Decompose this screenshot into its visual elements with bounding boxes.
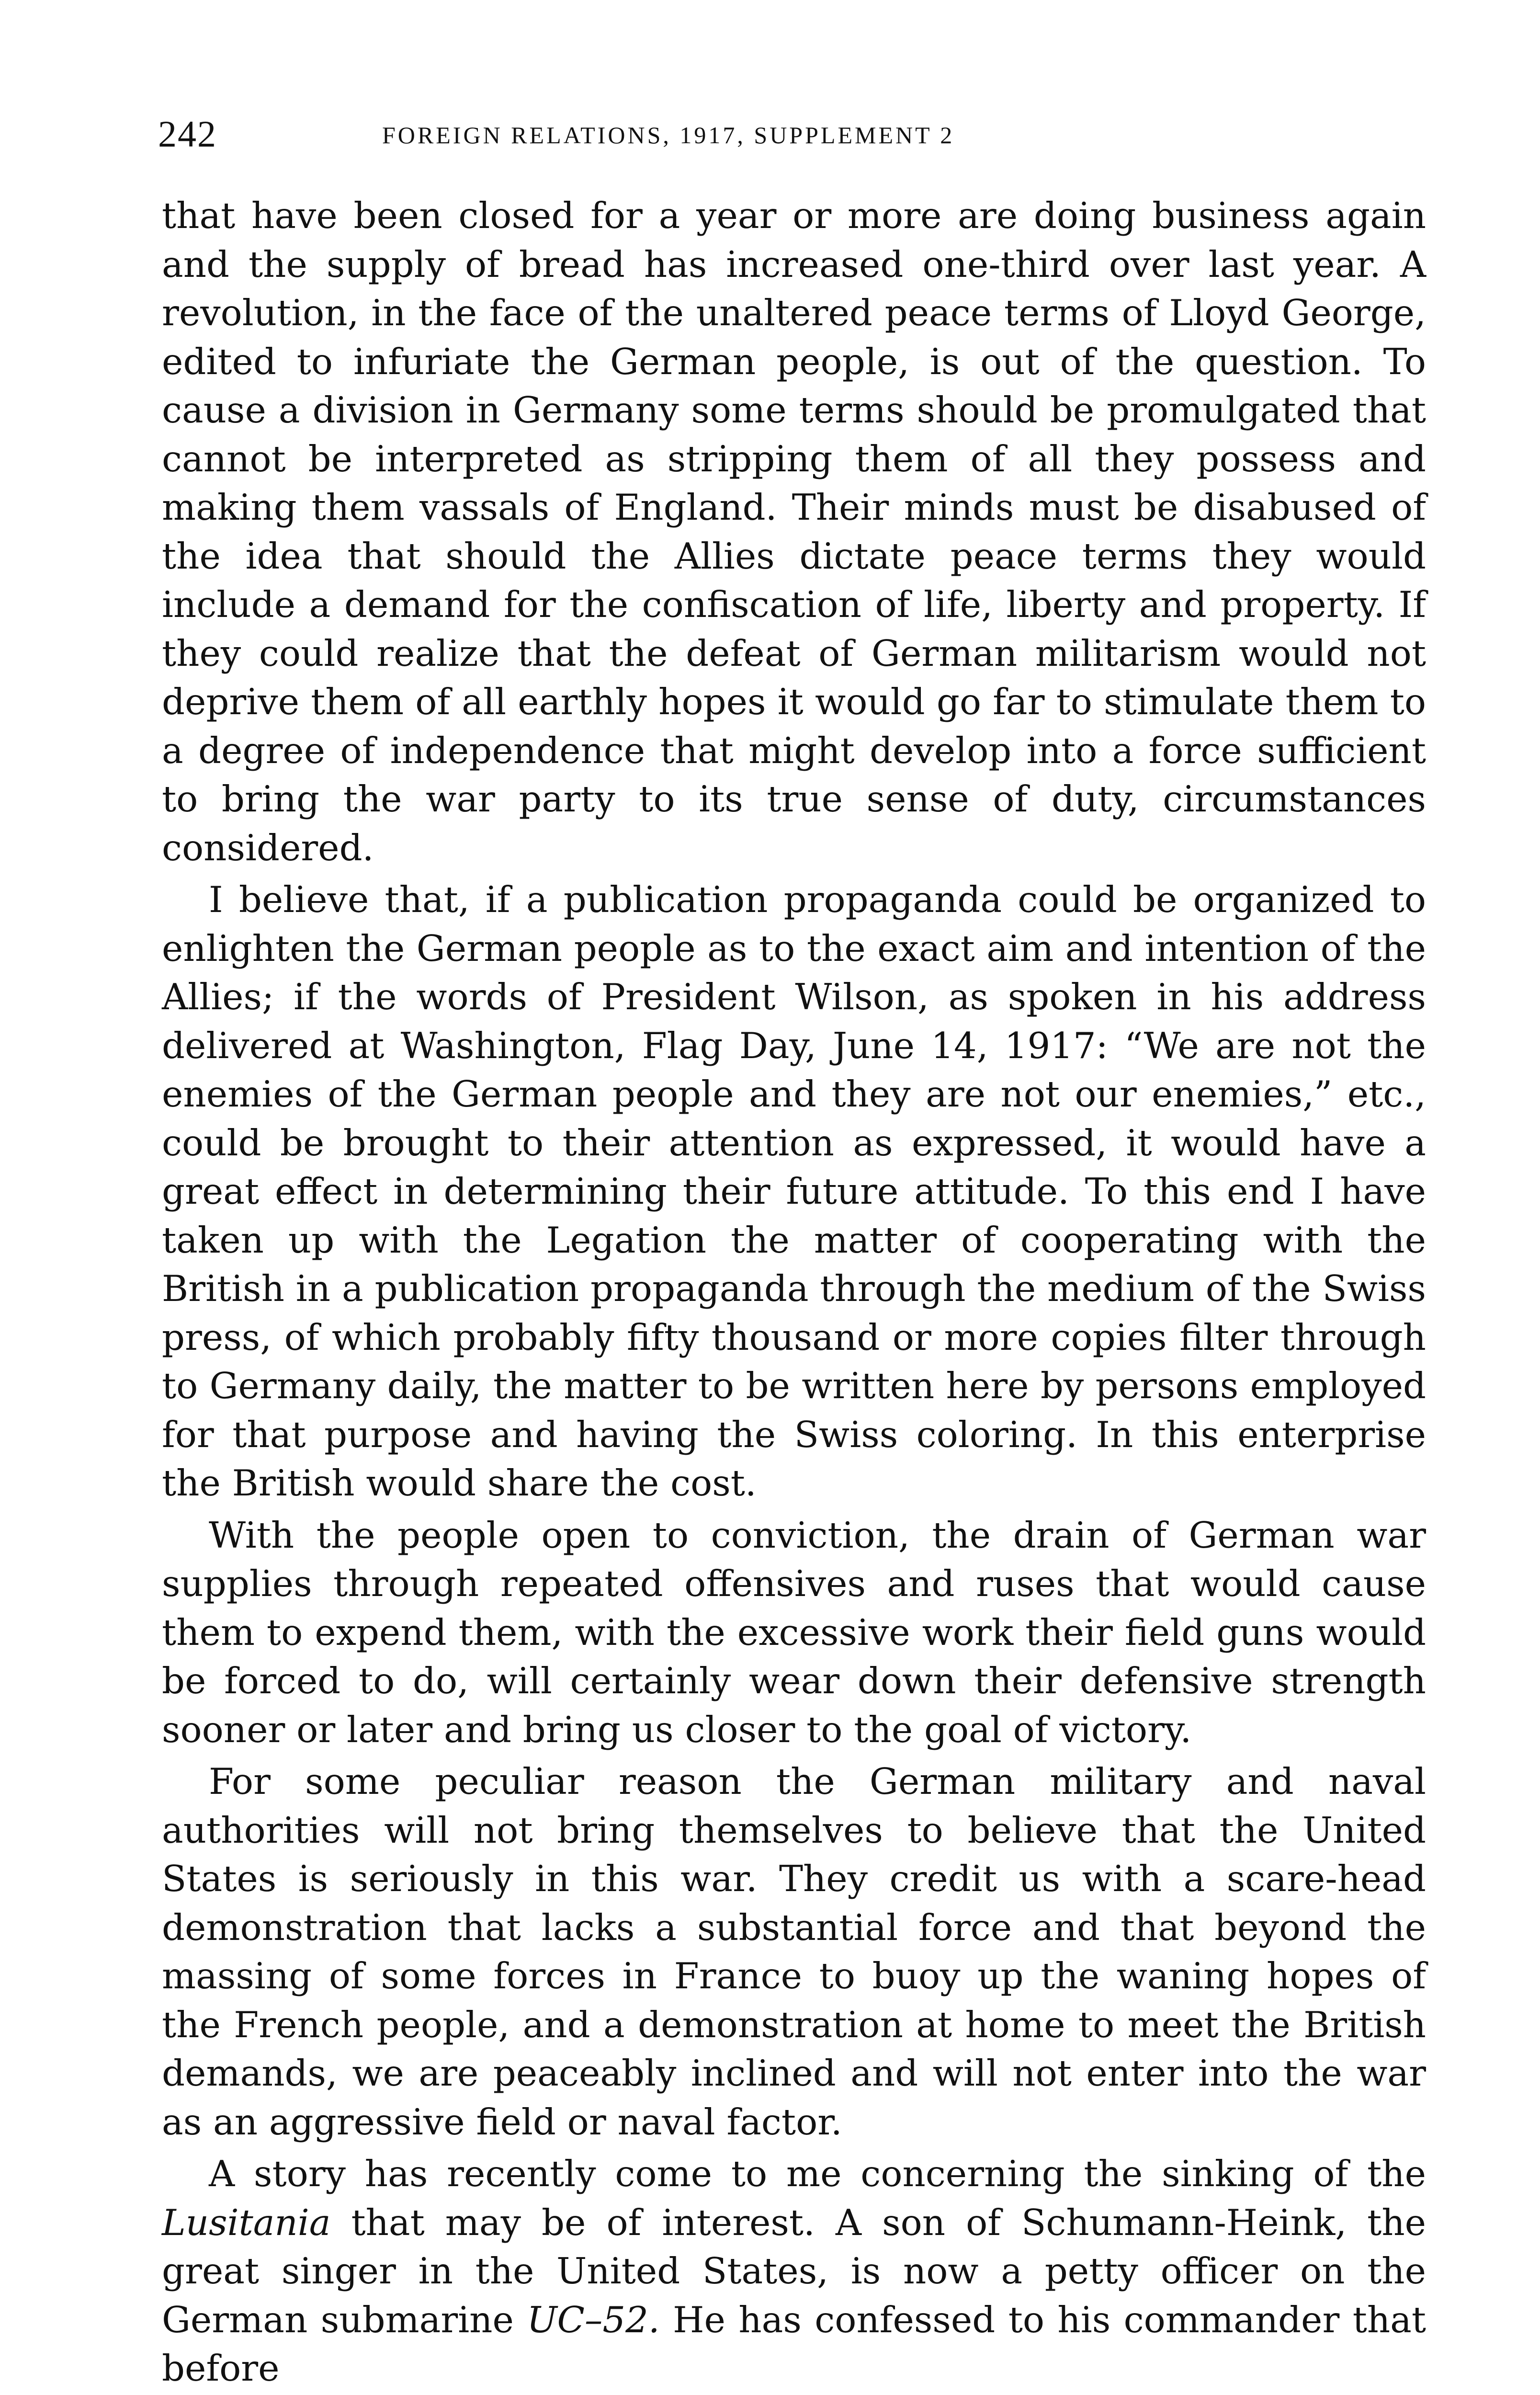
- paragraph-continued: that have been closed for a year or more are doing business again and the supply of bread has increased one-third over last year. A revolution, in the face of the unaltered peace terms of Lloyd George, edited to infuriate the German people, is out of the question. To cause a division in Germany some terms should be promulgated that cannot be interpreted as stripping them of all they possess and making them vassals of England. Their minds must be disabused of the idea that should the Allies dictate peace terms they would include a demand for the confiscation of life, liberty and property. If they could realize that the defeat of German militarism would not deprive them of all earthly hopes it would go far to stimulate them to a degree of independence that might develop into a force sufficient to bring the war party to its true sense of duty, circumstances considered.: [162, 194, 1426, 869]
- running-title: FOREIGN RELATIONS, 1917, SUPPLEMENT 2: [382, 122, 955, 148]
- page-number: 242: [158, 113, 217, 155]
- paragraph-war-supplies: With the people open to conviction, the drain of German war supplies through repeated offensives and ruses that would cause them to expend them, with the excessive work their field guns would be forced to do, will certainly wear down their defensive strength sooner or later and bring us closer to the goal of victory.: [162, 1514, 1426, 1751]
- body-text: [162, 192, 1426, 2393]
- paragraph-german-belief: For some peculiar reason the German military and naval authorities will not bring themselves to believe that the United States is seriously in this war. They credit us with a scare-head demonstration that lacks a substantial force and that beyond the massing of some forces in France to buoy up the waning hopes of the French people, and a demonstration at home to meet the British demands, we are peaceably inclined and will not enter into the war as an aggressive field or naval factor.: [162, 1760, 1426, 2143]
- paragraph-propaganda: I believe that, if a publication propaganda could be organized to enlighten the German people as to the exact aim and intention of the Allies; if the words of President Wilson, as spoken in his address delivered at Washington, Flag Day, June 14, 1917: “We are not the enemies of the German people and they are not our enemies,” etc., could be brought to their attention as expressed, it would have a great effect in determining their future attitude. To this end I have taken up with the Legation the matter of cooperating with the British in a publication propaganda through the medium of the Swiss press, of which probably fifty thousand or more copies filter through to Germany daily, the matter to be written here by persons employed for that purpose and having the Swiss coloring. In this enterprise the British would share the cost.: [162, 878, 1426, 1504]
- submarine-name: UC–52.: [527, 2298, 660, 2341]
- lusitania-text-start: A story has recently come to me concerning the sinking of the: [209, 2153, 1426, 2195]
- paragraph-lusitania-story: [162, 2150, 1426, 2393]
- lusitania-text-middle: that may be of interest. A son of Schumann-Heink, the great singer in the United States, is now a petty officer on the German submarine: [162, 2201, 1427, 2341]
- lusitania-text-end: He has confessed to his commander that before: [162, 2298, 1427, 2389]
- ship-name-lusitania: Lusitania: [162, 2201, 331, 2244]
- running-head: [158, 108, 1441, 160]
